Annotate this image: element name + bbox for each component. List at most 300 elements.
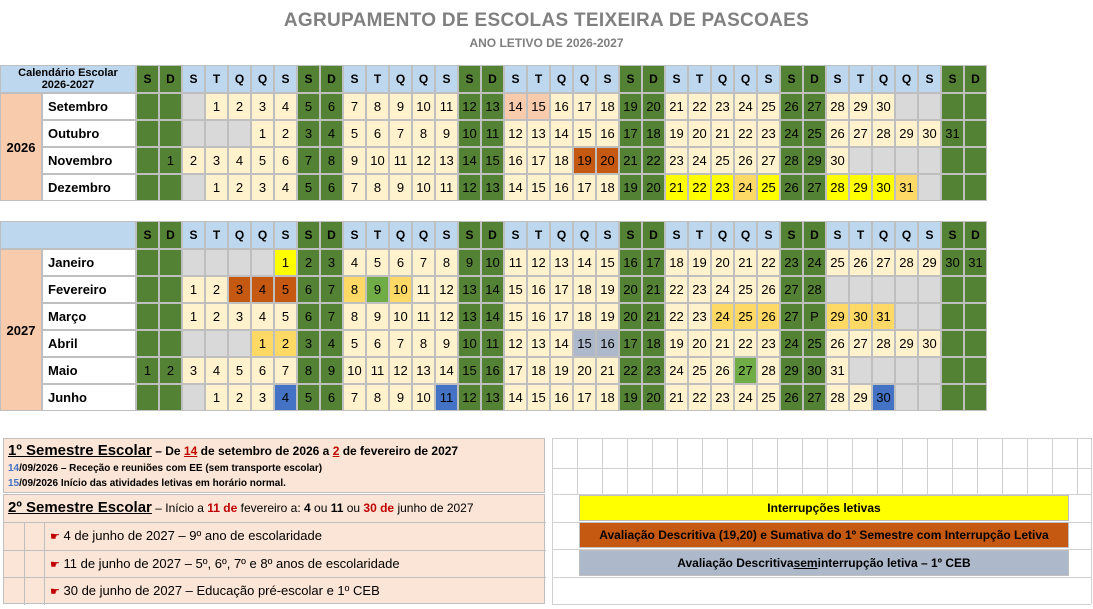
weekday-header: S [504,65,527,93]
day-cell: 12 [412,147,435,174]
day-cell [895,357,918,384]
weekday-header: S [826,221,849,249]
weekday-header: T [366,65,389,93]
day-cell: 13 [527,330,550,357]
legend-interrupcoes [579,495,1069,521]
day-cell: 5 [297,384,320,411]
day-cell: 25 [711,147,734,174]
weekday-header: S [665,221,688,249]
day-cell: 28 [895,249,918,276]
day-cell: 27 [803,174,826,201]
day-cell: 9 [343,147,366,174]
day-cell: 19 [688,249,711,276]
day-cell: 9 [458,249,481,276]
day-cell [941,174,964,201]
day-cell: 30 [918,330,941,357]
semester2-text-d: ou [343,501,364,515]
day-cell: 21 [665,384,688,411]
day-cell: 13 [412,357,435,384]
weekday-header: Q [573,221,596,249]
weekday-header: S [297,221,320,249]
day-cell: 20 [596,147,619,174]
day-cell [182,330,205,357]
day-cell: 28 [872,330,895,357]
end-item-text: 4 de junho de 2027 – 9º ano de escolaridade [63,528,322,543]
day-cell: 25 [757,384,780,411]
weekday-header: D [964,221,987,249]
grid-line [552,604,1091,605]
month-label: Novembro [42,147,136,174]
pointing-hand-icon: ☛ [50,559,60,571]
day-cell: 9 [366,303,389,330]
day-cell: 19 [550,357,573,384]
grid-line [602,438,603,494]
day-cell: 3 [251,174,274,201]
day-cell: 19 [596,303,619,330]
day-cell [918,93,941,120]
day-cell: 3 [228,303,251,330]
day-cell: 23 [711,174,734,201]
day-cell: 7 [343,384,366,411]
day-cell: 15 [527,384,550,411]
day-cell: 23 [780,249,803,276]
grid-line [902,438,903,494]
day-cell: 28 [780,147,803,174]
grid-line [1027,438,1028,494]
day-cell: 8 [412,330,435,357]
grid-line [652,438,653,494]
day-cell: 6 [320,174,343,201]
day-cell: 9 [320,357,343,384]
day-cell: 2 [205,303,228,330]
day-cell: 6 [366,120,389,147]
day-cell: 26 [757,303,780,330]
day-cell: 5 [343,120,366,147]
day-cell: 7 [343,174,366,201]
day-cell: 29 [826,303,849,330]
day-cell: 28 [826,174,849,201]
day-cell: 8 [366,384,389,411]
day-cell: 6 [274,147,297,174]
weekday-header: T [849,65,872,93]
grid-line [702,438,703,494]
month-label: Setembro [42,93,136,120]
day-cell: 20 [573,357,596,384]
day-cell: 25 [734,276,757,303]
day-cell: 2 [228,174,251,201]
day-cell: 22 [734,120,757,147]
school-title: AGRUPAMENTO DE ESCOLAS TEIXEIRA DE PASCOAES [283,10,810,31]
end-item-5-8ano [50,556,400,571]
day-cell: 11 [435,174,458,201]
legend-avaliacao-interrupcao-label: Avaliação Descritiva (19,20) e Sumativa do 1º Semestre com Interrupção Letiva [599,528,1049,542]
day-cell: 30 [918,120,941,147]
day-cell: 23 [757,330,780,357]
day-cell: 28 [872,120,895,147]
day-cell: 6 [366,330,389,357]
day-cell [895,93,918,120]
day-cell: 23 [688,276,711,303]
day-cell: 29 [918,249,941,276]
legend-avaliacao-sem [579,550,1069,576]
weekday-header: Q [734,65,757,93]
weekday-header: S [619,65,642,93]
day-cell: 7 [389,330,412,357]
day-cell: 24 [734,93,757,120]
note2-text: /09/2026 Início das atividades letivas em horário normal. [19,478,286,489]
day-cell: 14 [573,249,596,276]
day-cell: 10 [458,330,481,357]
day-cell: 23 [711,93,734,120]
day-cell [918,384,941,411]
day-cell: 12 [458,384,481,411]
weekday-header: S [596,221,619,249]
day-cell: 6 [297,303,320,330]
weekday-header: T [205,65,228,93]
day-cell: 10 [366,147,389,174]
day-cell: 21 [665,93,688,120]
calendar-title-cell [0,221,136,249]
weekday-header: T [527,65,550,93]
day-cell: 26 [780,384,803,411]
grid-line [952,438,953,494]
day-cell: 3 [182,357,205,384]
day-cell: 7 [412,249,435,276]
day-cell [918,147,941,174]
semester1-text-b: de setembro de 2026 a [197,444,333,458]
day-cell: 24 [688,147,711,174]
day-cell: 9 [435,330,458,357]
day-cell: 16 [481,357,504,384]
day-cell: 23 [642,357,665,384]
day-cell [182,249,205,276]
day-cell: 15 [596,249,619,276]
day-cell: 22 [757,249,780,276]
day-cell [136,303,159,330]
day-cell: 13 [550,249,573,276]
day-cell: 19 [596,276,619,303]
day-cell: 16 [550,174,573,201]
day-cell: 26 [780,93,803,120]
weekday-header: S [136,65,159,93]
weekday-header: T [688,221,711,249]
day-cell: 27 [849,120,872,147]
day-cell: 6 [320,93,343,120]
day-cell: 30 [872,174,895,201]
day-cell: 14 [504,384,527,411]
day-cell: 22 [688,174,711,201]
day-cell [895,303,918,330]
grid-line [552,494,553,604]
grid-line [752,438,753,494]
day-cell: 24 [734,384,757,411]
day-cell: 1 [182,303,205,330]
day-cell: 27 [872,249,895,276]
day-cell: 4 [274,384,297,411]
day-cell: 27 [803,384,826,411]
day-cell [964,93,987,120]
day-cell: 3 [320,249,343,276]
day-cell: 8 [366,93,389,120]
day-cell: 22 [642,147,665,174]
day-cell: 1 [251,120,274,147]
day-cell [941,330,964,357]
day-cell: 16 [550,93,573,120]
day-cell: 24 [780,120,803,147]
day-cell: 23 [757,120,780,147]
day-cell: 7 [274,357,297,384]
semester1-start-day: 14 [183,444,198,458]
day-cell: 10 [389,276,412,303]
day-cell: 1 [205,174,228,201]
day-cell: 27 [849,330,872,357]
day-cell: 18 [596,384,619,411]
weekday-header: S [826,65,849,93]
day-cell: 16 [504,147,527,174]
day-cell: 15 [504,276,527,303]
weekday-header: S [182,221,205,249]
day-cell [136,276,159,303]
semester2-text-e: junho de 2027 [394,501,474,515]
day-cell [895,276,918,303]
day-cell: 15 [481,147,504,174]
day-cell: 13 [458,276,481,303]
day-cell: 26 [780,174,803,201]
semester2-end-c: 30 de [363,501,395,515]
day-cell: 11 [435,384,458,411]
weekday-header: D [320,221,343,249]
day-cell: 13 [435,147,458,174]
day-cell: 27 [757,147,780,174]
weekday-header: S [780,221,803,249]
grid-line [1091,438,1092,604]
day-cell: 20 [619,276,642,303]
day-cell [136,249,159,276]
weekday-header: S [136,221,159,249]
weekday-header: D [642,221,665,249]
day-cell: 28 [803,276,826,303]
month-label: Abril [42,330,136,357]
day-cell [941,384,964,411]
day-cell: 7 [343,93,366,120]
day-cell [205,330,228,357]
semester2-end-b: 11 [330,501,344,515]
day-cell: 14 [504,174,527,201]
calendar-title: Calendário Escolar [18,67,118,79]
legend-avaliacao-interrupcao [579,522,1069,548]
day-cell: 31 [964,249,987,276]
day-cell: 3 [251,384,274,411]
semester1-title: 1º Semestre Escolar [8,442,152,459]
day-cell [964,147,987,174]
day-cell: 22 [688,384,711,411]
day-cell: 15 [458,357,481,384]
day-cell: 16 [550,384,573,411]
day-cell: 6 [297,276,320,303]
day-cell [964,303,987,330]
day-cell: 15 [527,174,550,201]
day-cell: 7 [320,276,343,303]
weekday-header: S [458,221,481,249]
day-cell: 18 [642,120,665,147]
day-cell: 5 [228,357,251,384]
legend-avaliacao-sem-a: Avaliação Descritiva [677,556,794,570]
day-cell: 1 [182,276,205,303]
day-cell: 18 [665,249,688,276]
weekday-header: T [205,221,228,249]
weekday-header: S [941,221,964,249]
day-cell: 24 [711,303,734,330]
day-cell: 13 [481,384,504,411]
day-cell: 31 [941,120,964,147]
day-cell: 9 [435,120,458,147]
weekday-header: D [159,221,182,249]
weekday-header: S [665,65,688,93]
day-cell: 18 [573,276,596,303]
day-cell: 10 [412,384,435,411]
day-cell: 6 [320,384,343,411]
day-cell: 29 [895,120,918,147]
end-item-9ano [50,528,322,543]
day-cell: 31 [872,303,895,330]
day-cell [159,174,182,201]
day-cell: 4 [228,147,251,174]
day-cell: 27 [780,303,803,330]
day-cell: 25 [803,330,826,357]
grid-line [552,438,553,494]
day-cell: 9 [389,93,412,120]
month-label: Janeiro [42,249,136,276]
weekday-header: Q [550,221,573,249]
month-label: Fevereiro [42,276,136,303]
weekday-header: S [941,65,964,93]
day-cell: 10 [412,93,435,120]
day-cell: 8 [320,147,343,174]
day-cell: 17 [619,120,642,147]
day-cell: 6 [251,357,274,384]
day-cell: 22 [734,330,757,357]
pointing-hand-icon: ☛ [50,586,60,598]
weekday-header: S [596,65,619,93]
day-cell [159,384,182,411]
day-cell: 25 [757,174,780,201]
day-cell: 21 [665,174,688,201]
legend-interrupcoes-label: Interrupções letivas [767,501,881,515]
day-cell: 22 [665,276,688,303]
day-cell: 24 [711,276,734,303]
day-cell: 4 [251,276,274,303]
grid-line [827,438,828,494]
day-cell: 17 [550,276,573,303]
weekday-header: T [366,221,389,249]
day-cell: 20 [688,330,711,357]
day-cell: 1 [205,93,228,120]
day-cell: 8 [343,276,366,303]
day-cell [159,249,182,276]
year-label: 2027 [0,249,42,411]
day-cell: 15 [527,93,550,120]
day-cell: 21 [711,330,734,357]
day-cell: 4 [343,249,366,276]
day-cell: 12 [527,249,550,276]
day-cell: 4 [274,174,297,201]
day-cell: 12 [458,174,481,201]
weekday-header: Q [550,65,573,93]
weekday-header: D [481,221,504,249]
semester1-text-c: de fevereiro de 2027 [339,444,459,458]
day-cell [849,276,872,303]
day-cell: 16 [527,303,550,330]
semester1-end-day: 2 [332,444,340,458]
weekday-header: Q [872,65,895,93]
day-cell [182,384,205,411]
weekday-header: Q [573,65,596,93]
day-cell: 17 [573,384,596,411]
weekday-header: D [803,221,826,249]
day-cell: 4 [274,93,297,120]
day-cell [964,276,987,303]
day-cell: 22 [619,357,642,384]
weekday-header: S [458,65,481,93]
day-cell: 1 [205,384,228,411]
weekday-header: S [757,221,780,249]
semester2-text-a: – Início a [151,501,208,515]
day-cell: 21 [596,357,619,384]
legend-avaliacao-sem-b: interrupção letiva – 1º CEB [817,556,971,570]
weekday-header: T [527,221,550,249]
day-cell: 17 [573,174,596,201]
weekday-header: S [274,65,297,93]
semester1-box [3,438,545,493]
semester2-title: 2º Semestre Escolar [8,499,152,516]
weekday-header: S [343,65,366,93]
day-cell: 20 [619,303,642,330]
day-cell: 17 [550,303,573,330]
grid-line [677,438,678,494]
grid-line [577,438,578,494]
weekday-header: S [619,221,642,249]
weekday-header: Q [251,65,274,93]
day-cell [941,303,964,330]
day-cell: 30 [849,303,872,330]
day-cell: 17 [642,249,665,276]
day-cell: 30 [872,93,895,120]
page-header [0,10,1093,50]
year-label: 2026 [0,93,42,201]
day-cell: 20 [642,384,665,411]
day-cell: 26 [849,249,872,276]
day-cell [182,93,205,120]
weekday-header: Q [895,65,918,93]
day-cell [964,174,987,201]
weekday-header: Q [734,221,757,249]
day-cell: 11 [481,330,504,357]
semester2-text-b: fevereiro a: [237,501,305,515]
day-cell: 28 [826,384,849,411]
day-cell: 12 [435,303,458,330]
weekday-header: Q [228,65,251,93]
day-cell: 26 [734,147,757,174]
day-cell: 20 [642,93,665,120]
day-cell: 2 [205,276,228,303]
legend-avaliacao-sem-u: sem [793,556,818,570]
day-cell: 18 [550,147,573,174]
day-cell: 14 [550,120,573,147]
weekday-header: T [688,65,711,93]
day-cell: 4 [320,120,343,147]
day-cell: 29 [849,384,872,411]
weekday-header: S [918,221,941,249]
